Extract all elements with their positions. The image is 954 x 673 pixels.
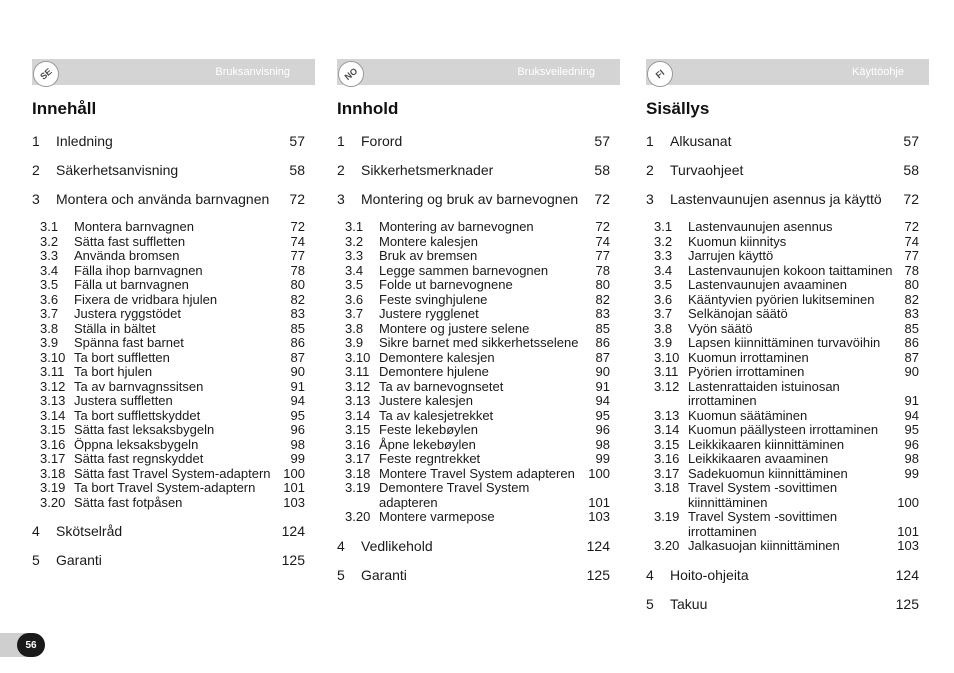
toc-entry-page: 80 xyxy=(595,277,610,292)
toc-entry-title-continued: kiinnittäminen xyxy=(688,494,768,510)
toc-entry-page: 95 xyxy=(595,407,610,423)
toc-entry-num: 3.19 xyxy=(40,480,66,495)
toc-entry-page: 95 xyxy=(904,422,919,437)
toc-entry-title: Feste regntrekket xyxy=(379,451,481,466)
toc-entry-page: 83 xyxy=(904,306,919,321)
toc-entry-page: 100 xyxy=(897,494,919,510)
toc-entry-page: 103 xyxy=(283,494,305,510)
toc-entry-title: Travel System -sovittimen xyxy=(688,480,838,495)
toc-entry-title-continued: irrottaminen xyxy=(688,523,757,539)
toc-entry-title: Kuomun päällysteen irrottaminen xyxy=(688,422,879,437)
toc-entry-page: 99 xyxy=(904,465,919,481)
toc-entry-page: 91 xyxy=(904,393,919,408)
toc-entry-title: Ta bort hjulen xyxy=(74,364,153,379)
toc-entry-page: 101 xyxy=(897,523,919,539)
toc-entry-num: 3.6 xyxy=(654,291,673,307)
toc-entry-num: 3.17 xyxy=(654,465,680,481)
toc-entry-num: 3.15 xyxy=(345,422,371,437)
page-number: 56 xyxy=(17,633,45,657)
toc-entry-num: 3.1 xyxy=(654,219,673,234)
toc-entry-page: 96 xyxy=(595,422,610,437)
toc-entry-num: 3.5 xyxy=(40,277,59,292)
toc-entry-num: 3.1 xyxy=(40,219,59,234)
toc-entry-num: 3.7 xyxy=(345,306,364,321)
toc-entry-title: Fälla ihop barnvagnen xyxy=(74,262,203,278)
toc-entry-title: Justere rygglenet xyxy=(379,306,479,321)
toc-entry-page: 91 xyxy=(290,378,305,394)
toc-entry-num: 3.8 xyxy=(654,320,673,336)
toc-entry-title: Kääntyvien pyörien lukitseminen xyxy=(688,291,875,307)
toc-entry-num: 3.7 xyxy=(654,306,673,321)
toc-entry-num: 3.10 xyxy=(40,349,66,365)
toc-entry-title: Ta av barnvagnssitsen xyxy=(74,378,204,394)
toc-entry-title-continued: irrottaminen xyxy=(688,393,757,408)
toc-entry-title: Öppna leksaksbygeln xyxy=(74,436,199,452)
toc-entry-num: 3.3 xyxy=(654,248,673,263)
toc-entry-title: Sätta fast Travel System-adaptern xyxy=(74,465,271,481)
toc-entry-page: 72 xyxy=(904,219,919,234)
toc-entry-title: Montere varmepose xyxy=(379,509,495,524)
toc-entry-num: 3.2 xyxy=(40,233,59,249)
toc-entry-title: Selkänojan säätö xyxy=(688,306,788,321)
toc-entry-title: Turvaohjeet xyxy=(670,162,744,178)
toc-entry-page: 82 xyxy=(904,291,919,307)
toc-entry-num: 3.4 xyxy=(345,262,364,278)
toc-entry-title: Lastenvaunujen avaaminen xyxy=(688,277,848,292)
toc-entry-num: 3.18 xyxy=(654,480,680,495)
toc-entry-page: 125 xyxy=(895,595,919,612)
toc-entry-title: Vyön säätö xyxy=(688,320,753,336)
toc-entry-num: 2 xyxy=(337,162,345,178)
toc-entry-page: 86 xyxy=(595,335,610,350)
toc-entry-title: Justera suffletten xyxy=(74,393,173,408)
toc-entry-num: 3.20 xyxy=(345,509,371,524)
toc-entry-page: 77 xyxy=(595,248,610,263)
toc-entry-num: 4 xyxy=(337,537,345,554)
toc-entry-page: 57 xyxy=(594,133,610,149)
toc-entry-title: Sadekuomun kiinnittäminen xyxy=(688,465,848,481)
toc-entry-num: 4 xyxy=(32,523,40,539)
toc-entry-page: 125 xyxy=(586,566,610,583)
toc-entry-title: Sikkerhetsmerknader xyxy=(361,162,494,178)
toc-entry-page: 98 xyxy=(290,436,305,452)
band-title: Bruksanvisning xyxy=(215,66,290,78)
toc-entry-title: Feste lekebøylen xyxy=(379,422,478,437)
toc-entry-num: 3.4 xyxy=(40,262,59,278)
toc-entry-title: Kuomun säätäminen xyxy=(688,407,808,423)
toc-entry-title: Legge sammen barnevognen xyxy=(379,262,549,278)
toc-entry-page: 74 xyxy=(904,233,919,249)
toc-entry-title: Montera barnvagnen xyxy=(74,219,194,234)
toc-entry-title: Ta bort suffletten xyxy=(74,349,170,365)
toc-entry-num: 3.5 xyxy=(654,277,673,292)
toc-entry-page: 124 xyxy=(281,523,305,539)
toc-entry-num: 3.9 xyxy=(654,335,673,350)
toc-entry-title: Justera ryggstödet xyxy=(74,306,181,321)
toc-entry-page: 98 xyxy=(904,451,919,466)
toc-entry-page: 72 xyxy=(289,191,305,207)
toc-entry-title: Fälla ut barnvagnen xyxy=(74,277,189,292)
toc-entry-page: 90 xyxy=(904,364,919,379)
toc-entry-title-continued: adapteren xyxy=(379,494,438,510)
toc-entry-num: 3.12 xyxy=(40,378,66,394)
toc-entry-num: 3 xyxy=(32,191,40,207)
toc-entry-page: 57 xyxy=(289,133,305,149)
toc-entry-title: Ställa in bältet xyxy=(74,320,156,336)
toc-entry-num: 1 xyxy=(337,133,345,149)
toc-entry-page: 85 xyxy=(904,320,919,336)
toc-entry-page: 80 xyxy=(904,277,919,292)
toc-entry-title: Demontere kalesjen xyxy=(379,349,495,365)
toc-entry-page: 58 xyxy=(903,162,919,178)
toc-entry-num: 3.19 xyxy=(654,509,680,524)
toc-entry-page: 78 xyxy=(290,262,305,278)
toc-entry-page: 80 xyxy=(290,277,305,292)
toc-heading: Innehåll xyxy=(32,99,97,118)
toc-entry-num: 3.8 xyxy=(40,320,59,336)
toc-entry-page: 90 xyxy=(595,364,610,379)
toc-entry-num: 3.10 xyxy=(345,349,371,365)
toc-entry-num: 3.13 xyxy=(345,393,371,408)
toc-entry-page: 77 xyxy=(904,248,919,263)
toc-entry-num: 3.2 xyxy=(345,233,364,249)
toc-entry-num: 3.13 xyxy=(40,393,66,408)
toc-entry-num: 3.16 xyxy=(345,436,371,452)
toc-entry-title: Lastenrattaiden istuinosan xyxy=(688,378,840,394)
toc-entry-title: Kuomun kiinnitys xyxy=(688,233,787,249)
toc-entry-num: 3.1 xyxy=(345,219,364,234)
toc-entry-num: 3.7 xyxy=(40,306,59,321)
toc-entry-num: 3.16 xyxy=(40,436,66,452)
toc-entry-page: 77 xyxy=(290,248,305,263)
toc-entry-num: 3.17 xyxy=(345,451,371,466)
toc-entry-title: Ta bort Travel System-adaptern xyxy=(74,480,256,495)
toc-entry-num: 3.3 xyxy=(40,248,59,263)
toc-entry-page: 124 xyxy=(586,537,610,554)
toc-entry-page: 72 xyxy=(595,219,610,234)
toc-entry-title: Bruk av bremsen xyxy=(379,248,478,263)
toc-entry-title: Lastenvaunujen kokoon taittaminen xyxy=(688,262,893,278)
toc-entry-page: 94 xyxy=(290,393,305,408)
toc-entry-page: 57 xyxy=(903,133,919,149)
toc-entry-title: Garanti xyxy=(56,552,102,568)
toc-entry-num: 3.20 xyxy=(40,494,66,510)
toc-entry-title: Skötselråd xyxy=(56,523,123,539)
toc-entry-title: Demontere hjulene xyxy=(379,364,489,379)
toc-entry-title: Demontere Travel System xyxy=(379,480,530,495)
toc-entry-page: 83 xyxy=(290,306,305,321)
toc-entry-page: 82 xyxy=(595,291,610,307)
toc-column-fi xyxy=(646,59,919,612)
toc-entry-num: 3.6 xyxy=(40,291,59,307)
toc-entry-title: Leikkikaaren avaaminen xyxy=(688,451,829,466)
toc-entry-page: 103 xyxy=(588,509,610,524)
toc-entry-num: 3.18 xyxy=(40,465,66,481)
toc-entry-title: Sätta fast suffletten xyxy=(74,233,186,249)
toc-entry-num: 1 xyxy=(646,133,654,149)
toc-entry-num: 3.11 xyxy=(345,364,370,379)
toc-entry-title: Takuu xyxy=(670,595,708,612)
toc-entry-page: 100 xyxy=(588,465,610,481)
toc-entry-page: 58 xyxy=(289,162,305,178)
toc-entry-page: 82 xyxy=(290,291,305,307)
toc-entry-title: Montere Travel System adapteren xyxy=(379,465,575,481)
language-band xyxy=(646,59,929,85)
toc-entry-title: Sikre barnet med sikkerhetsselene xyxy=(379,335,579,350)
toc-entry-title: Spänna fast barnet xyxy=(74,335,184,350)
toc-entry-page: 72 xyxy=(903,191,919,207)
toc-entry-num: 3.14 xyxy=(654,422,680,437)
toc-entry-num: 4 xyxy=(646,566,654,583)
toc-entry-num: 5 xyxy=(337,566,345,583)
toc-entry-num: 5 xyxy=(646,595,654,612)
toc-entry-title: Jalkasuojan kiinnittäminen xyxy=(688,538,840,553)
toc-entry-title: Kuomun irrottaminen xyxy=(688,349,809,365)
toc-entry-page: 86 xyxy=(904,335,919,350)
toc-entry-page: 58 xyxy=(594,162,610,178)
toc-entry-page: 103 xyxy=(897,538,919,553)
toc-entry-page: 85 xyxy=(290,320,305,336)
toc-entry-page: 72 xyxy=(290,219,305,234)
toc-entry-page: 72 xyxy=(594,191,610,207)
toc-entry-title: Sätta fast regnskyddet xyxy=(74,451,204,466)
toc-entry-title: Använda bromsen xyxy=(74,248,180,263)
toc-entry-title: Montere kalesjen xyxy=(379,233,478,249)
toc-entry-title: Leikkikaaren kiinnittäminen xyxy=(688,436,845,452)
toc-entry-num: 3.6 xyxy=(345,291,364,307)
toc-entry-title: Garanti xyxy=(361,566,407,583)
toc-entry-num: 3.11 xyxy=(40,364,65,379)
toc-entry-title: Feste svinghjulene xyxy=(379,291,488,307)
toc-entry-page: 86 xyxy=(290,335,305,350)
toc-entry-num: 3.12 xyxy=(345,378,371,394)
toc-entry-title: Sätta fast fotpåsen xyxy=(74,494,183,510)
toc-entry-title: Justere kalesjen xyxy=(379,393,473,408)
toc-entry-num: 2 xyxy=(646,162,654,178)
toc-entry-num: 3.9 xyxy=(345,335,364,350)
toc-entry-page: 101 xyxy=(283,480,305,495)
toc-entry-num: 3.14 xyxy=(345,407,371,423)
toc-entry-num: 5 xyxy=(32,552,40,568)
toc-entry-title: Hoito-ohjeita xyxy=(670,566,749,583)
toc-entry-page: 95 xyxy=(290,407,305,423)
toc-entry-num: 3.19 xyxy=(345,480,371,495)
toc-entry-title: Forord xyxy=(361,133,403,149)
toc-entry-num: 3.9 xyxy=(40,335,59,350)
toc-entry-num: 3.15 xyxy=(40,422,66,437)
toc-entry-num: 3.13 xyxy=(654,407,680,423)
toc-entry-num: 3.12 xyxy=(654,378,680,394)
language-badge: SE xyxy=(28,56,65,93)
toc-entry-page: 125 xyxy=(281,552,305,568)
toc-entry-page: 124 xyxy=(895,566,919,583)
toc-entry-page: 96 xyxy=(290,422,305,437)
toc-entry-page: 87 xyxy=(595,349,610,365)
toc-entry-page: 94 xyxy=(904,407,919,423)
toc-entry-page: 87 xyxy=(904,349,919,365)
toc-entry-num: 3 xyxy=(646,191,654,207)
toc-entry-title: Lastenvaunujen asennus xyxy=(688,219,833,234)
toc-entry-page: 90 xyxy=(290,364,305,379)
toc-entry-num: 3 xyxy=(337,191,345,207)
toc-entry-page: 94 xyxy=(595,393,610,408)
toc-entry-page: 96 xyxy=(904,436,919,452)
toc-entry-title: Ta av barnevognsetet xyxy=(379,378,504,394)
toc-entry-num: 3.8 xyxy=(345,320,364,336)
toc-entry-title: Pyörien irrottaminen xyxy=(688,364,805,379)
toc-heading: Sisällys xyxy=(646,99,710,118)
toc-entry-title: Ta av kalesjetrekket xyxy=(379,407,494,423)
toc-entry-title: Travel System -sovittimen xyxy=(688,509,838,524)
language-badge: FI xyxy=(642,56,679,93)
toc-column-no xyxy=(337,59,610,583)
toc-entry-page: 74 xyxy=(290,233,305,249)
toc-entry-title: Alkusanat xyxy=(670,133,732,149)
toc-entry-title: Säkerhetsanvisning xyxy=(56,162,179,178)
toc-entry-num: 1 xyxy=(32,133,40,149)
toc-entry-num: 3.20 xyxy=(654,538,680,553)
toc-entry-title: Jarrujen käyttö xyxy=(688,248,774,263)
toc-entry-page: 99 xyxy=(595,451,610,466)
toc-heading: Innhold xyxy=(337,99,399,118)
toc-entry-page: 85 xyxy=(595,320,610,336)
toc-entry-page: 74 xyxy=(595,233,610,249)
toc-entry-num: 3.10 xyxy=(654,349,680,365)
toc-entry-num: 3.16 xyxy=(654,451,680,466)
toc-entry-num: 3.3 xyxy=(345,248,364,263)
toc-entry-title: Lastenvaunujen asennus ja käyttö xyxy=(670,191,882,207)
toc-entry-page: 83 xyxy=(595,306,610,321)
toc-entry-page: 78 xyxy=(904,262,919,278)
toc-entry-page: 101 xyxy=(588,494,610,510)
toc-entry-title: Åpne lekebøylen xyxy=(379,436,476,452)
language-badge: NO xyxy=(333,56,370,93)
toc-entry-num: 3.4 xyxy=(654,262,673,278)
toc-entry-num: 3.2 xyxy=(654,233,673,249)
toc-entry-page: 78 xyxy=(595,262,610,278)
toc-entry-title: Montere og justere selene xyxy=(379,320,530,336)
toc-entry-title: Folde ut barnevognene xyxy=(379,277,513,292)
toc-entry-page: 98 xyxy=(595,436,610,452)
toc-entry-title: Vedlikehold xyxy=(361,537,433,554)
band-title: Käyttöohje xyxy=(852,66,904,78)
toc-entry-page: 99 xyxy=(290,451,305,466)
toc-entry-title: Montering og bruk av barnevognen xyxy=(361,191,579,207)
toc-entry-num: 3.11 xyxy=(654,364,679,379)
toc-entry-title: Ta bort sufflettskyddet xyxy=(74,407,201,423)
toc-entry-title: Inledning xyxy=(56,133,113,149)
toc-column-se xyxy=(32,59,305,568)
toc-entry-num: 2 xyxy=(32,162,40,178)
toc-entry-title: Fixera de vridbara hjulen xyxy=(74,291,218,307)
toc-entry-num: 3.17 xyxy=(40,451,66,466)
toc-entry-num: 3.18 xyxy=(345,465,371,481)
toc-entry-title: Sätta fast leksaksbygeln xyxy=(74,422,215,437)
toc-entry-page: 100 xyxy=(283,465,305,481)
toc-entry-title: Lapsen kiinnittäminen turvavöihin xyxy=(688,335,881,350)
toc-entry-page: 87 xyxy=(290,349,305,365)
toc-entry-page: 91 xyxy=(595,378,610,394)
toc-entry-title: Montera och använda barnvagnen xyxy=(56,191,270,207)
toc-entry-num: 3.15 xyxy=(654,436,680,452)
toc-entry-num: 3.14 xyxy=(40,407,66,423)
band-title: Bruksveiledning xyxy=(517,66,595,78)
toc-entry-num: 3.5 xyxy=(345,277,364,292)
toc-entry-title: Montering av barnevognen xyxy=(379,219,534,234)
language-band xyxy=(32,59,315,85)
language-band xyxy=(337,59,620,85)
